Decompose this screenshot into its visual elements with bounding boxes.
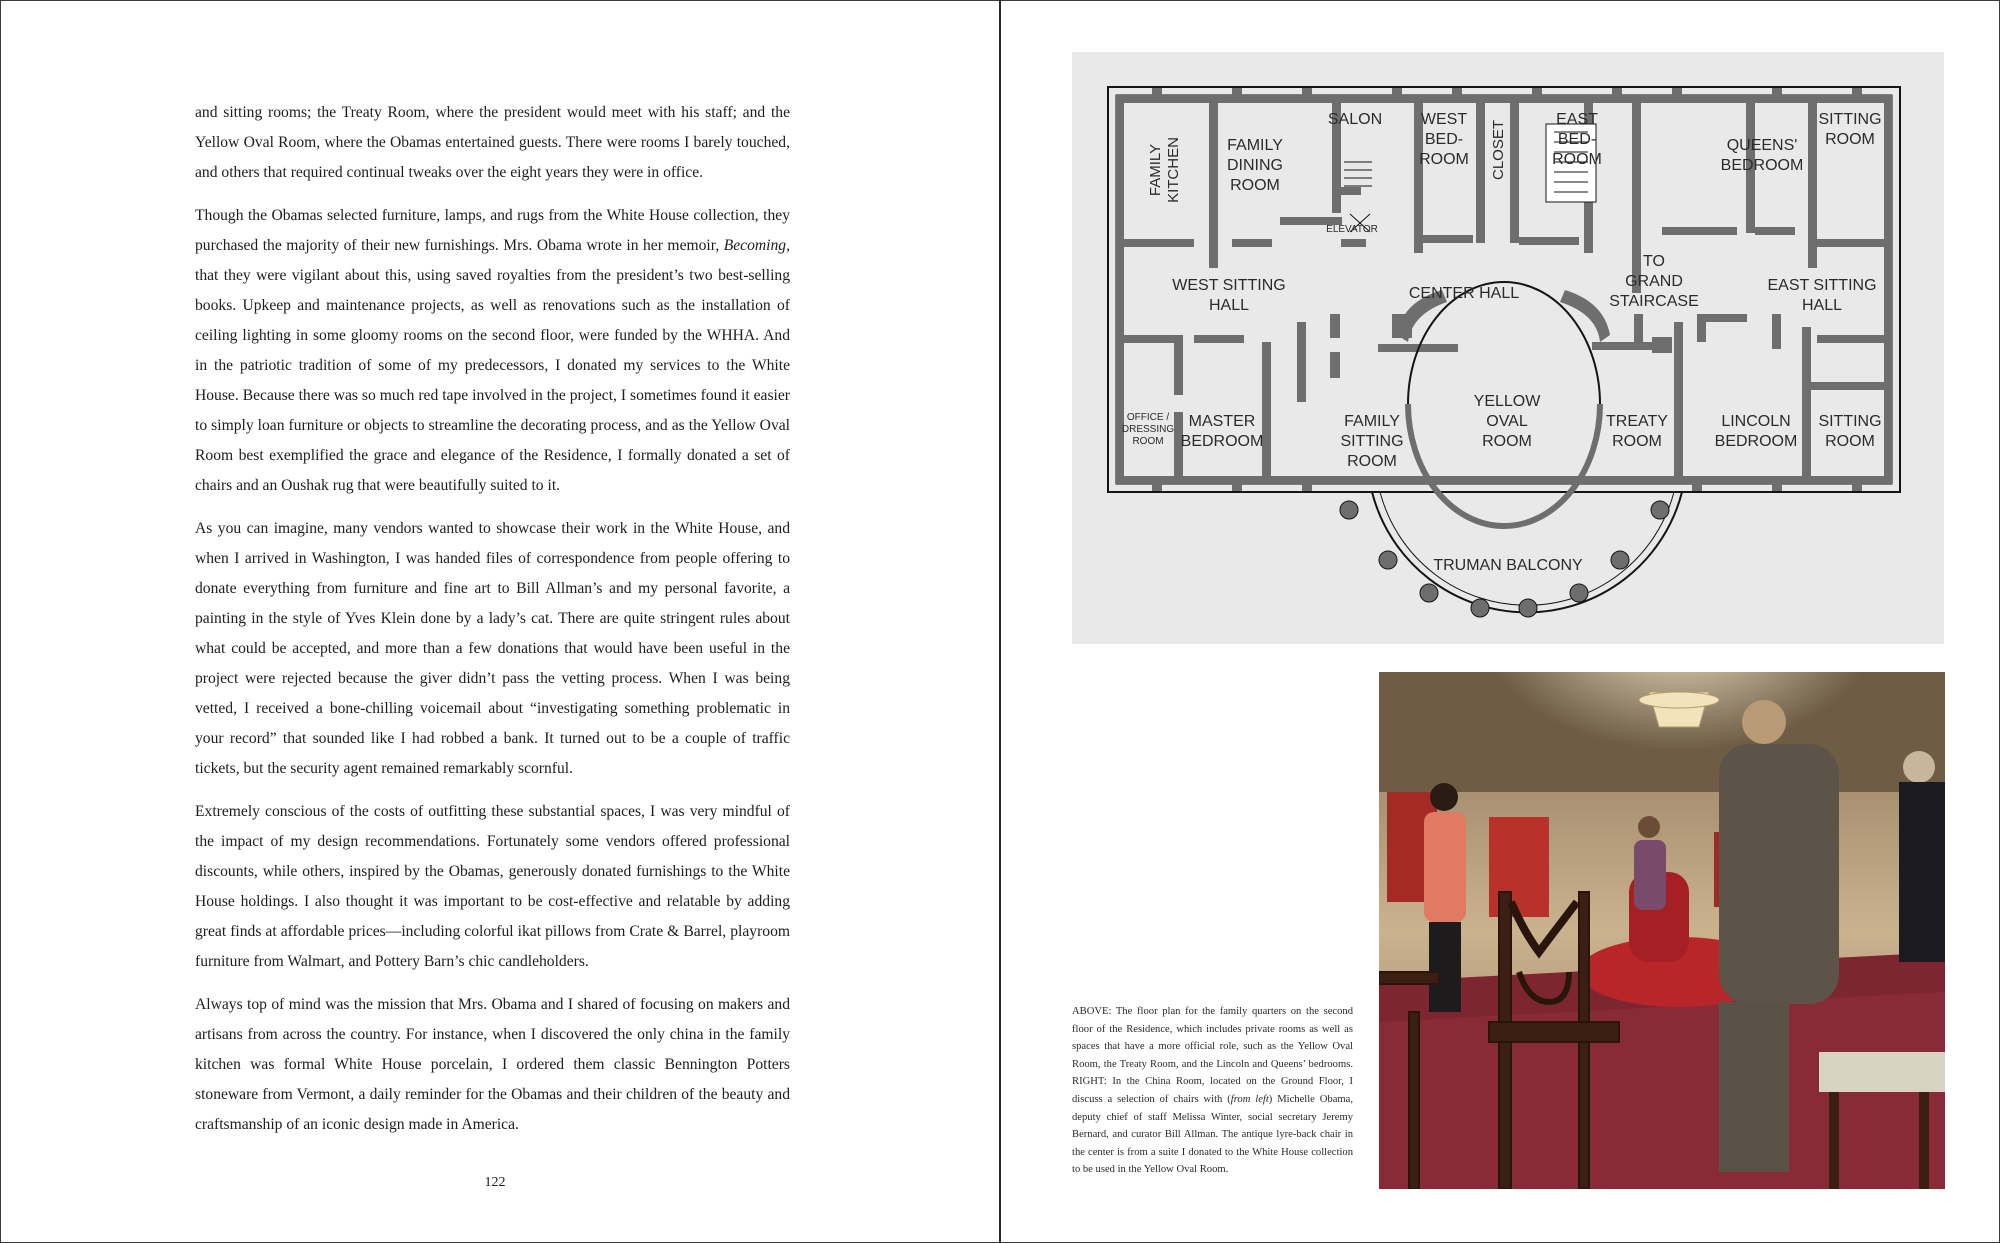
svg-text:BEDROOM: BEDROOM xyxy=(1720,157,1804,174)
label-queens-bedroom xyxy=(1721,137,1804,174)
label-sitting-room-ne xyxy=(1818,111,1881,148)
caption-italic: from left xyxy=(1230,1093,1269,1105)
label-east-bedroom xyxy=(1552,111,1602,168)
label-to-grand-staircase xyxy=(1609,253,1699,310)
label-west-sitting-hall xyxy=(1172,277,1285,314)
svg-text:HALL: HALL xyxy=(1801,297,1843,314)
svg-text:ROOM: ROOM xyxy=(1419,151,1469,168)
svg-text:ROOM: ROOM xyxy=(1612,433,1662,450)
photo-illustration xyxy=(1379,672,1945,1189)
svg-text:DINING: DINING xyxy=(1227,157,1283,174)
svg-text:SITTING: SITTING xyxy=(1818,111,1882,128)
svg-text:BED-: BED- xyxy=(1424,131,1464,148)
label-truman-balcony: TRUMAN BALCONY xyxy=(1433,557,1583,574)
label-center-hall: CENTER HALL xyxy=(1408,285,1520,302)
caption-rest: ) Michelle Obama, deputy chief of staff Melissa Winter, social secretary Jeremy Bernard, and curator Bill Allman. The antique lyre-back chair in the center is from a suite I donated to the White House collection to be used in the Yellow Oval Room. xyxy=(1072,1093,1353,1176)
label-family-kitchen xyxy=(1147,137,1182,203)
left-page-body xyxy=(195,98,790,1153)
svg-text:FAMILY: FAMILY xyxy=(1227,137,1283,154)
svg-text:KITCHEN: KITCHEN xyxy=(1165,137,1182,203)
svg-text:SITTING: SITTING xyxy=(1340,433,1404,450)
svg-text:BED-: BED- xyxy=(1557,131,1597,148)
svg-text:WEST SITTING: WEST SITTING xyxy=(1172,277,1286,294)
china-room-photo xyxy=(1379,672,1945,1189)
label-yellow-oval-room xyxy=(1474,393,1542,450)
page-gutter xyxy=(999,0,1001,1243)
svg-text:EAST: EAST xyxy=(1556,111,1598,128)
svg-text:ROOM: ROOM xyxy=(1132,436,1164,447)
label-elevator: ELEVATOR xyxy=(1326,224,1378,235)
svg-text:BEDROOM: BEDROOM xyxy=(1714,433,1798,450)
svg-text:FAMILY: FAMILY xyxy=(1147,143,1164,197)
label-treaty-room xyxy=(1606,413,1668,450)
label-sitting-room-se xyxy=(1818,413,1881,450)
paragraph-1: and sitting rooms; the Treaty Room, where the president would meet with his staff; and the Yellow Oval Room, where the Obamas entertained guests. There were rooms I barely touched, and others that required continual tweaks over the eight years they were in office. xyxy=(195,104,790,181)
label-family-sitting-room xyxy=(1340,413,1403,470)
svg-text:EAST SITTING: EAST SITTING xyxy=(1767,277,1877,294)
svg-text:OFFICE /: OFFICE / xyxy=(1126,412,1170,423)
caption-lead: ABOVE: The floor plan for the family quarters on the second floor of the Residence, which includes private rooms as well as spaces that have a more official role, such as the Yellow Oval Room, the Treaty Room, and the Lincoln and Queens’ bedrooms. RIGHT: In the China Room, located on the Ground Floor, I discuss a selection of chairs with ( xyxy=(1072,1006,1353,1105)
floor-plan-drawing xyxy=(1072,52,1944,644)
svg-text:SITTING: SITTING xyxy=(1818,413,1882,430)
label-master-bedroom xyxy=(1181,413,1264,450)
svg-text:TREATY: TREATY xyxy=(1606,413,1668,430)
label-salon: SALON xyxy=(1327,111,1383,128)
svg-text:ROOM: ROOM xyxy=(1825,433,1875,450)
label-closet: CLOSET xyxy=(1490,119,1507,181)
svg-text:YELLOW: YELLOW xyxy=(1473,393,1541,410)
label-east-sitting-hall xyxy=(1767,277,1876,314)
svg-text:QUEENS': QUEENS' xyxy=(1726,137,1798,154)
svg-text:GRAND: GRAND xyxy=(1625,273,1683,290)
paragraph-3: As you can imagine, many vendors wanted to showcase their work in the White House, and when I arrived in Washington, I was handed files of correspondence from people offering to donate everything from furniture and fine art to Bill Allman’s and my personal favorite, a painting in the style of Yves Klein done by a lady’s cat. There are quite stringent rules about what could be accepted, and more than a few donations that would have been useful in the project were rejected because the giver didn’t pass the vetting process. When I was being vetted, I received a bone-chilling voicemail about “investigating something problematic in your record” that sounded like I had robbed a bank. It turned out to be a couple of traffic tickets, but the security agent remained remarkably scornful. xyxy=(195,520,790,777)
photo-caption xyxy=(1072,1003,1353,1179)
paragraph-4: Extremely conscious of the costs of outfitting these substantial spaces, I was very mindful of the impact of my design recommendations. Fortunately some vendors offered professional discounts, while others, inspired by the Obamas, generously donated furnishings to the White House holdings. I also thought it was important to be cost-effective and relatable by adding great finds at affordable prices—including colorful ikat pillows from Crate & Barrel, playroom furniture from Walmart, and Pottery Barn’s chic candleholders. xyxy=(195,803,790,970)
paragraph-5: Always top of mind was the mission that Mrs. Obama and I shared of focusing on makers and artisans from across the country. For instance, when I discovered the only china in the family kitchen was formal White House porcelain, I ordered them classic Bennington Potters stoneware from Vermont, a daily reminder for the Obamas and their children of the beauty and craftsmanship of an iconic design made in America. xyxy=(195,996,790,1133)
svg-text:FAMILY: FAMILY xyxy=(1344,413,1400,430)
svg-text:ROOM: ROOM xyxy=(1347,453,1397,470)
svg-text:ROOM: ROOM xyxy=(1552,151,1602,168)
label-west-bedroom xyxy=(1419,111,1469,168)
label-family-dining-room xyxy=(1227,137,1283,194)
svg-text:HALL: HALL xyxy=(1208,297,1250,314)
svg-text:DRESSING: DRESSING xyxy=(1121,424,1175,435)
book-title: Becoming xyxy=(723,237,787,254)
svg-text:STAIRCASE: STAIRCASE xyxy=(1609,293,1699,310)
page-number: 122 xyxy=(484,1175,506,1190)
svg-text:LINCOLN: LINCOLN xyxy=(1721,413,1791,430)
label-lincoln-bedroom xyxy=(1715,413,1798,450)
svg-text:ROOM: ROOM xyxy=(1230,177,1280,194)
svg-text:BEDROOM: BEDROOM xyxy=(1180,433,1264,450)
svg-text:MASTER: MASTER xyxy=(1188,413,1256,430)
svg-text:WEST: WEST xyxy=(1420,111,1468,128)
svg-text:ROOM: ROOM xyxy=(1825,131,1875,148)
paragraph-2: Though the Obamas selected furniture, lamps, and rugs from the White House collection, they purchased the majority of their new furnishings. Mrs. Obama wrote in her memoir, Becoming, that they were vigilant about this, using saved royalties from the president’s two best-selling books. Upkeep and maintenance projects, as well as renovations such as the installation of ceiling lighting in some gloomy rooms on the second floor, were funded by the WHHA. And in the patriotic tradition of some of my predecessors, I donated my services to the White House. Because there was so much red tape involved in the project, I sometimes found it easier to simply loan furniture or objects to streamline the decorating process, and as the Yellow Oval Room best exemplified the grace and elegance of the Residence, I formally donated a set of chairs and an Oushak rug that were beautifully suited to it. xyxy=(195,207,790,494)
svg-text:TO: TO xyxy=(1643,253,1665,270)
svg-text:ROOM: ROOM xyxy=(1482,433,1532,450)
label-office-dressing-room xyxy=(1122,412,1174,447)
svg-text:OVAL: OVAL xyxy=(1486,413,1528,430)
floor-plan-figure xyxy=(1072,52,1944,644)
